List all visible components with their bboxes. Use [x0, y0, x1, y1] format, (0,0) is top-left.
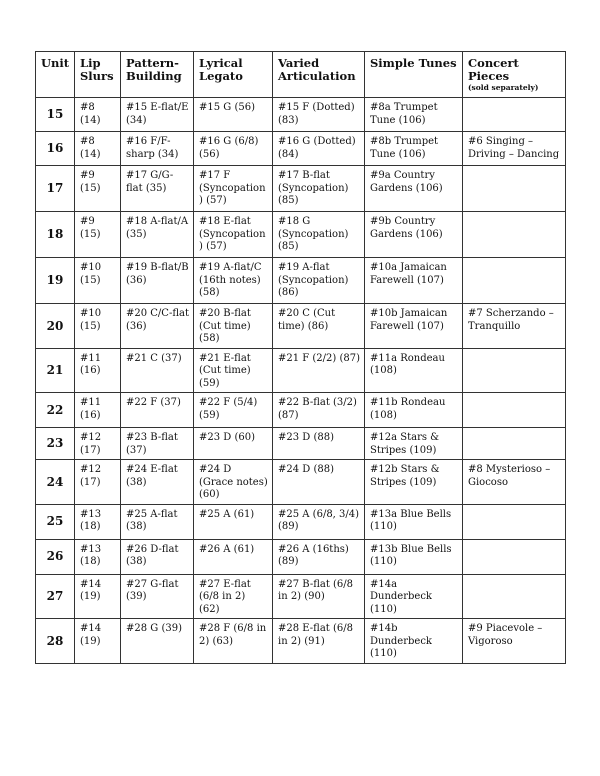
lip-slurs-cell: #12 (17) [75, 428, 121, 460]
lyrical-legato-cell: #20 B-flat (Cut time) (58) [194, 304, 273, 349]
header-varied-articulation: Varied Articulation [273, 52, 365, 98]
table-row [36, 574, 566, 619]
concert-pieces-cell: #7 Scherzando – Tranquillo [463, 304, 566, 349]
lip-slurs-cell: #14 (19) [75, 619, 121, 664]
table-row [36, 460, 566, 505]
varied-articulation-cell: #26 A (16ths) (89) [273, 539, 365, 574]
concert-pieces-cell [463, 428, 566, 460]
table-row [36, 504, 566, 539]
concert-pieces-cell [463, 539, 566, 574]
lip-slurs-cell: #12 (17) [75, 460, 121, 505]
table-row [36, 212, 566, 258]
simple-tunes-cell: #8b Trumpet Tune (106) [365, 132, 463, 166]
simple-tunes-cell: #13a Blue Bells (110) [365, 504, 463, 539]
pattern-building-cell: #25 A-flat (38) [121, 504, 194, 539]
simple-tunes-cell: #14a Dunderbeck (110) [365, 574, 463, 619]
concert-pieces-cell: #6 Singing – Driving – Dancing [463, 132, 566, 166]
lip-slurs-cell: #10 (15) [75, 304, 121, 349]
header-simple-tunes: Simple Tunes [365, 52, 463, 98]
simple-tunes-cell: #12b Stars & Stripes (109) [365, 460, 463, 505]
unit-cell: 18 [36, 212, 75, 258]
lyrical-legato-cell: #27 E-flat (6/8 in 2) (62) [194, 574, 273, 619]
table-row [36, 393, 566, 428]
varied-articulation-cell: #25 A (6/8, 3/4) (89) [273, 504, 365, 539]
simple-tunes-cell: #10b Jamaican Farewell (107) [365, 304, 463, 349]
lip-slurs-cell: #10 (15) [75, 258, 121, 304]
varied-articulation-cell: #21 F (2/2) (87) [273, 348, 365, 393]
varied-articulation-cell: #28 E-flat (6/8 in 2) (91) [273, 619, 365, 664]
lip-slurs-cell: #11 (16) [75, 393, 121, 428]
lip-slurs-cell: #11 (16) [75, 348, 121, 393]
unit-cell: 27 [36, 574, 75, 619]
pattern-building-cell: #17 G/G-flat (35) [121, 166, 194, 212]
unit-cell: 26 [36, 539, 75, 574]
pattern-building-cell: #24 E-flat (38) [121, 460, 194, 505]
table-row [36, 428, 566, 460]
curriculum-table [35, 51, 566, 664]
header-pattern-building: Pattern-Building [121, 52, 194, 98]
lyrical-legato-cell: #18 E-flat (Syncopation) (57) [194, 212, 273, 258]
header-unit: Unit [36, 52, 75, 98]
simple-tunes-cell: #11b Rondeau (108) [365, 393, 463, 428]
lip-slurs-cell: #14 (19) [75, 574, 121, 619]
pattern-building-cell: #20 C/C-flat (36) [121, 304, 194, 349]
table-row [36, 539, 566, 574]
pattern-building-cell: #18 A-flat/A (35) [121, 212, 194, 258]
unit-cell: 20 [36, 304, 75, 349]
lip-slurs-cell: #13 (18) [75, 539, 121, 574]
pattern-building-cell: #16 F/F-sharp (34) [121, 132, 194, 166]
header-lyrical-legato: Lyrical Legato [194, 52, 273, 98]
table-row [36, 166, 566, 212]
unit-cell: 28 [36, 619, 75, 664]
header-row [36, 52, 566, 98]
lip-slurs-cell: #9 (15) [75, 166, 121, 212]
table-row [36, 98, 566, 132]
lyrical-legato-cell: #17 F (Syncopation) (57) [194, 166, 273, 212]
varied-articulation-cell: #19 A-flat (Syncopation) (86) [273, 258, 365, 304]
lyrical-legato-cell: #16 G (6/8) (56) [194, 132, 273, 166]
pattern-building-cell: #28 G (39) [121, 619, 194, 664]
lyrical-legato-cell: #26 A (61) [194, 539, 273, 574]
concert-pieces-cell [463, 258, 566, 304]
lyrical-legato-cell: #19 A-flat/C (16th notes) (58) [194, 258, 273, 304]
table-row [36, 348, 566, 393]
varied-articulation-cell: #20 C (Cut time) (86) [273, 304, 365, 349]
unit-cell: 23 [36, 428, 75, 460]
lip-slurs-cell: #13 (18) [75, 504, 121, 539]
varied-articulation-cell: #18 G (Syncopation) (85) [273, 212, 365, 258]
simple-tunes-cell: #13b Blue Bells (110) [365, 539, 463, 574]
concert-pieces-cell [463, 504, 566, 539]
simple-tunes-cell: #11a Rondeau (108) [365, 348, 463, 393]
unit-cell: 16 [36, 132, 75, 166]
unit-cell: 25 [36, 504, 75, 539]
header-concert-pieces [463, 52, 566, 98]
lyrical-legato-cell: #22 F (5/4) (59) [194, 393, 273, 428]
pattern-building-cell: #23 B-flat (37) [121, 428, 194, 460]
lyrical-legato-cell: #24 D (Grace notes) (60) [194, 460, 273, 505]
varied-articulation-cell: #15 F (Dotted) (83) [273, 98, 365, 132]
pattern-building-cell: #19 B-flat/B (36) [121, 258, 194, 304]
pattern-building-cell: #21 C (37) [121, 348, 194, 393]
simple-tunes-cell: #9a Country Gardens (106) [365, 166, 463, 212]
concert-pieces-cell [463, 574, 566, 619]
varied-articulation-cell: #23 D (88) [273, 428, 365, 460]
header-concert-title: Concert Pieces [468, 56, 519, 83]
pattern-building-cell: #27 G-flat (39) [121, 574, 194, 619]
concert-pieces-cell [463, 348, 566, 393]
lip-slurs-cell: #8 (14) [75, 132, 121, 166]
table-row [36, 304, 566, 349]
unit-cell: 19 [36, 258, 75, 304]
pattern-building-cell: #26 D-flat (38) [121, 539, 194, 574]
concert-pieces-cell: #8 Mysterioso – Giocoso [463, 460, 566, 505]
unit-cell: 21 [36, 348, 75, 393]
table-row [36, 619, 566, 664]
varied-articulation-cell: #24 D (88) [273, 460, 365, 505]
simple-tunes-cell: #10a Jamaican Farewell (107) [365, 258, 463, 304]
simple-tunes-cell: #14b Dunderbeck (110) [365, 619, 463, 664]
table-row [36, 132, 566, 166]
concert-pieces-cell [463, 393, 566, 428]
table-row [36, 258, 566, 304]
pattern-building-cell: #22 F (37) [121, 393, 194, 428]
lyrical-legato-cell: #15 G (56) [194, 98, 273, 132]
unit-cell: 17 [36, 166, 75, 212]
varied-articulation-cell: #27 B-flat (6/8 in 2) (90) [273, 574, 365, 619]
varied-articulation-cell: #16 G (Dotted) (84) [273, 132, 365, 166]
lyrical-legato-cell: #28 F (6/8 in 2) (63) [194, 619, 273, 664]
unit-cell: 24 [36, 460, 75, 505]
simple-tunes-cell: #8a Trumpet Tune (106) [365, 98, 463, 132]
lip-slurs-cell: #8 (14) [75, 98, 121, 132]
lyrical-legato-cell: #25 A (61) [194, 504, 273, 539]
lyrical-legato-cell: #21 E-flat (Cut time) (59) [194, 348, 273, 393]
varied-articulation-cell: #22 B-flat (3/2) (87) [273, 393, 365, 428]
header-concert-subtitle: (sold separately) [468, 83, 539, 92]
concert-pieces-cell [463, 212, 566, 258]
header-lip-slurs: Lip Slurs [75, 52, 121, 98]
lip-slurs-cell: #9 (15) [75, 212, 121, 258]
simple-tunes-cell: #9b Country Gardens (106) [365, 212, 463, 258]
unit-cell: 22 [36, 393, 75, 428]
concert-pieces-cell [463, 166, 566, 212]
pattern-building-cell: #15 E-flat/E (34) [121, 98, 194, 132]
lyrical-legato-cell: #23 D (60) [194, 428, 273, 460]
concert-pieces-cell: #9 Piacevole – Vigoroso [463, 619, 566, 664]
concert-pieces-cell [463, 98, 566, 132]
varied-articulation-cell: #17 B-flat (Syncopation) (85) [273, 166, 365, 212]
unit-cell: 15 [36, 98, 75, 132]
simple-tunes-cell: #12a Stars & Stripes (109) [365, 428, 463, 460]
